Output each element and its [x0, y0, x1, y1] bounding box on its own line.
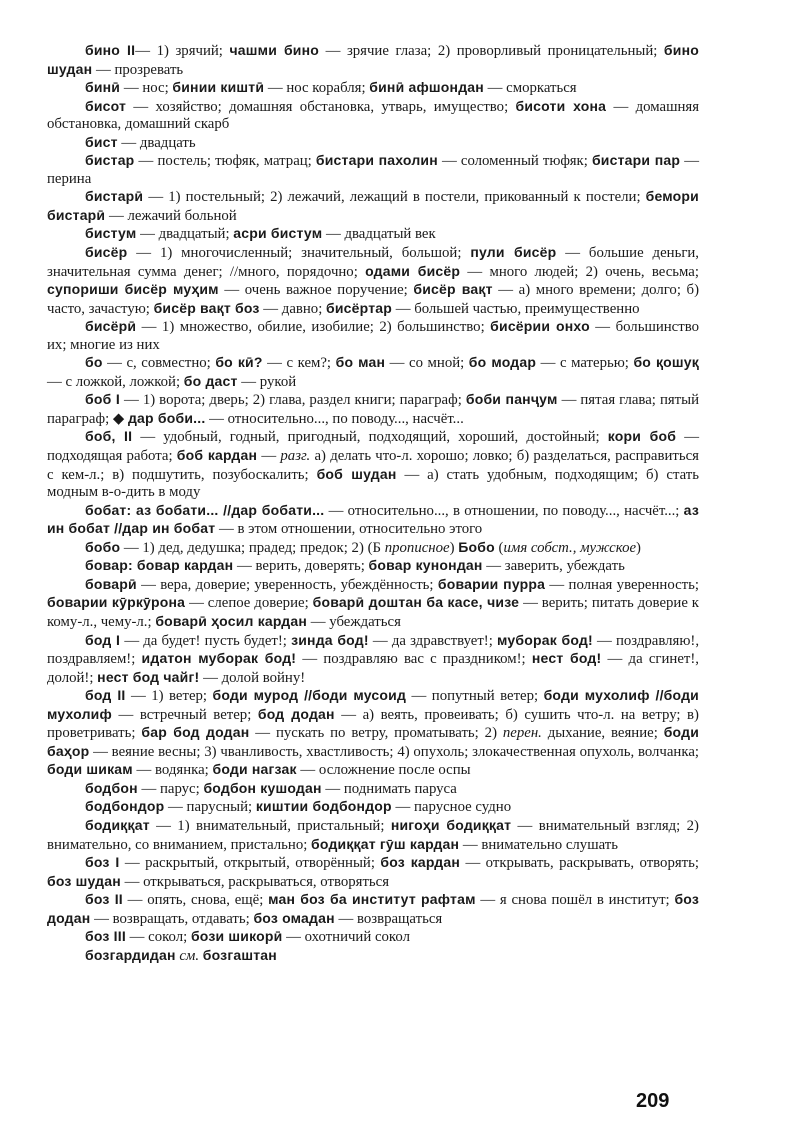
definition-text: — пускать по ветру, проматывать; 2) — [249, 725, 503, 742]
definition-text: — парусное судно — [391, 799, 512, 816]
headword: бовар кунондан — [368, 557, 483, 574]
headword: дар боби... — [127, 409, 206, 426]
definition-text: — в этом отношении, относительно этого — [215, 521, 483, 538]
headword: боди нагзак — [212, 761, 297, 778]
dictionary-entry — [47, 632, 699, 688]
definition-text: — 1) внимательный, пристальный; — [149, 817, 391, 834]
definition-text: — 1) зрячий; — [135, 43, 230, 59]
definition-text: — подходящая работа; — [47, 429, 699, 465]
dictionary-entry — [47, 798, 699, 817]
definition-text: — домашняя обстановка, домашний скарб — [47, 98, 700, 133]
headword: бодбон кушодан — [203, 779, 322, 796]
definition-text: — лежачий больной — [105, 207, 237, 224]
definition-text: — много людей; 2) очень, весьма; — [460, 263, 699, 280]
headword: бисёр — [85, 244, 128, 261]
dictionary-entry — [47, 354, 699, 391]
headword: боз додан — [47, 891, 700, 926]
dictionary-entry — [47, 780, 699, 799]
headword: кори боб — [607, 428, 677, 445]
headword: бисёр вақт — [413, 281, 493, 298]
headword: боз III — [85, 928, 126, 945]
dictionary-entry — [47, 891, 699, 928]
headword: боб шудан — [316, 465, 397, 482]
dictionary-entry — [47, 391, 699, 428]
headword: бодиққат — [85, 816, 150, 833]
headword: нигоҳи бодиққат — [390, 816, 512, 833]
headword: чашми бино — [229, 42, 320, 58]
definition-text: — большие деньги, значительная сумма денег; //много, порядочно; — [47, 245, 700, 280]
definition-text: — с кем?; — [262, 355, 336, 372]
headword: бинӣ афшондан — [369, 79, 484, 96]
definition-text: — хозяйство; домашняя обстановка, утварь, имущество; — [126, 98, 516, 115]
definition-text: — открываться, раскрываться, отворяться — [120, 873, 390, 890]
definition-text: — относительно..., по поводу..., насчёт... — [205, 410, 464, 427]
definition-text: — поздравляю!, поздравляем!; — [47, 632, 700, 668]
headword: бо даст — [183, 372, 238, 389]
definition-text: — веяние весны; 3) чванливость, хвастливость; 4) опухоль; злокачественная опухоль, волчанка; — [89, 743, 699, 760]
definition-text: — двадцатый век — [322, 226, 436, 243]
definition-text: — парус; — [137, 780, 204, 797]
headword: боб кардан — [176, 447, 258, 464]
dictionary-entry — [47, 79, 699, 98]
headword: боварӣ ҳосил кардан — [155, 612, 308, 629]
grammar-note: см. — [179, 947, 200, 964]
definition-text: — попутный ветер; — [406, 688, 544, 705]
definition-text: — верить, доверять; — [233, 558, 369, 575]
definition-text: — 1) множество, обилие, изобилие; 2) большинство; — [136, 319, 491, 336]
headword: бодбондор — [85, 798, 165, 815]
definition-text: — раскрытый, открытый, отворённый; — [119, 855, 381, 872]
headword: идатон муборак бод! — [141, 650, 297, 667]
definition-text: — осложнение после оспы — [296, 762, 471, 779]
headword: бистар — [85, 152, 135, 169]
definition-text: — перина — [47, 153, 699, 187]
headword: бисоти хона — [515, 97, 607, 114]
headword: аз ин бобат //дар ин бобат — [47, 501, 699, 537]
definition-text: — возвращать, отдавать; — [90, 910, 254, 927]
definition-text: — да будет! пусть будет!; — [120, 632, 292, 649]
definition-text: — 1) постельный; 2) лежачий, лежащий в постели, прикованный к постели; — [143, 189, 646, 206]
headword: бар бод додан — [141, 724, 250, 741]
definition-text: ( — [494, 539, 504, 556]
headword: боб I — [85, 391, 120, 408]
dictionary-entry — [47, 152, 699, 188]
definition-text: — опять, снова, ещё; — [122, 892, 269, 909]
grammar-note: перен. — [502, 725, 542, 742]
definition-text: — 1) ветер; — [125, 688, 213, 705]
headword: бобо — [85, 538, 121, 555]
headword: бодиққат гӯш кардан — [311, 835, 460, 852]
definition-text: — да сгинет!, долой!; — [47, 651, 699, 686]
headword: бисёрӣ — [85, 318, 137, 335]
headword: киштии бодбондор — [255, 798, 392, 815]
definition-text: — водянка; — [132, 762, 213, 779]
headword: бино шудан — [47, 42, 699, 77]
definition-text: — открывать, раскрывать, отворять; — [460, 855, 699, 872]
headword: бо ман — [335, 354, 386, 371]
dictionary-entry — [47, 502, 699, 539]
definition-text: — вера, доверие; уверенность, убеждённость; — [136, 576, 438, 593]
definition-text: — с ложкой, ложкой; — [47, 373, 184, 390]
headword: бо — [85, 354, 103, 371]
dictionary-entry — [47, 134, 699, 153]
headword: бино II — [85, 42, 136, 58]
headword: пули бисёр — [470, 244, 557, 261]
definition-text: — рукой — [237, 373, 297, 390]
definition-text: — возвращаться — [334, 910, 443, 927]
headword: боби панҷум — [465, 391, 558, 408]
headword: бод II — [85, 687, 126, 704]
headword: асри бистум — [233, 225, 323, 242]
headword: бо кӣ? — [215, 354, 263, 371]
headword: боз кардан — [380, 854, 461, 871]
definition-text: — большинство их; многие из них — [47, 319, 699, 353]
headword: боварӣ доштан ба касе, чизе — [312, 594, 520, 611]
definition-text: — убеждаться — [307, 613, 401, 630]
definition-text: — прозревать — [92, 61, 184, 78]
definition-text: — с, совместно; — [102, 355, 216, 372]
definition-text: — а) много времени; долго; б) часто, зачастую; — [47, 282, 700, 317]
headword: боди шикам — [47, 761, 133, 778]
headword: боди мурод //боди мусоид — [212, 687, 407, 704]
headword: бистари пар — [591, 152, 681, 169]
headword: нест бод чайг! — [97, 668, 200, 685]
grammar-note: имя собст., мужское — [503, 539, 637, 556]
definition-text: дыхание, веяние; — [541, 725, 664, 742]
definition-text: — слепое доверие; — [185, 595, 313, 612]
grammar-note: прописное — [384, 539, 450, 556]
headword: бисёртар — [326, 299, 392, 316]
definition-text: — с матерью; — [536, 355, 634, 372]
dictionary-entry — [47, 687, 699, 780]
dictionary-entries — [47, 42, 699, 965]
dictionary-entry — [47, 539, 699, 558]
headword: зинда бод! — [291, 631, 369, 648]
definition-text: — встречный ветер; — [111, 706, 258, 723]
headword: боди баҳор — [47, 724, 700, 759]
definition-text: — — [257, 448, 281, 465]
headword: бо қошуқ — [633, 354, 699, 371]
headword: бемори бистарӣ — [47, 188, 699, 223]
definition-text: — парусный; — [164, 799, 256, 816]
definition-text: — соломенный тюфяк; — [437, 153, 592, 170]
dictionary-entry — [47, 244, 699, 318]
dictionary-entry — [47, 188, 699, 225]
definition-text: — очень важное поручение; — [218, 282, 414, 299]
headword: боз I — [85, 854, 120, 871]
dictionary-entry — [47, 928, 699, 947]
definition-text: — 1) многочисленный; значительный, большой; — [127, 245, 471, 262]
headword: боварии пурра — [437, 575, 546, 592]
headword: бист — [85, 133, 118, 150]
definition-text: — нос корабля; — [264, 80, 370, 97]
headword: бисёрии онхо — [490, 318, 590, 335]
headword: бод додан — [257, 705, 335, 722]
definition-text: — поздравляю вас с праздником!; — [296, 651, 532, 668]
headword: боз II — [85, 891, 123, 908]
headword: боз шудан — [47, 872, 121, 889]
definition-text: — поднимать паруса — [321, 780, 457, 797]
headword: бодбон — [85, 779, 138, 796]
dictionary-entry — [47, 557, 699, 576]
headword: бози шикорӣ — [190, 928, 283, 945]
definition-text: — 1) ворота; дверь; 2) глава, раздел книги; параграф; — [119, 392, 466, 409]
headword: бозгаштан — [202, 946, 277, 963]
headword: бисот — [85, 97, 127, 114]
dictionary-entry — [47, 947, 699, 966]
definition-text: — давно; — [259, 300, 326, 317]
headword: бистари пахолин — [315, 152, 438, 169]
headword: боб, II — [85, 428, 133, 445]
headword: бинии киштӣ — [172, 79, 265, 96]
dictionary-entry — [47, 817, 699, 854]
dictionary-entry — [47, 576, 699, 632]
definition-text: — 1) дед, дедушка; прадед; предок; 2) (Б — [120, 539, 385, 556]
definition-text: — двадцать — [117, 134, 196, 151]
headword: боварӣ — [85, 575, 137, 592]
definition-text: — охотничий сокол — [282, 929, 410, 946]
headword: боварии кӯркӯрона — [47, 594, 186, 611]
headword: бод I — [85, 631, 121, 648]
dictionary-entry — [47, 98, 699, 134]
definition-text: — долой войну! — [199, 669, 306, 686]
headword: бистарӣ — [85, 188, 144, 205]
headword: боз омадан — [253, 909, 335, 926]
dictionary-entry — [47, 42, 699, 79]
definition-text: — пятая глава; пятый параграф; ◆ — [47, 392, 699, 427]
headword: бистум — [85, 225, 137, 242]
dictionary-entry — [47, 225, 699, 244]
definition-text: — сокол; — [125, 929, 191, 946]
definition-text: — я снова пошёл в институт; — [475, 892, 675, 909]
definition-text: — заверить, убеждать — [482, 558, 625, 575]
dictionary-entry — [47, 318, 699, 354]
headword: бо модар — [468, 354, 537, 371]
headword: бобат: аз бобати... //дар бобати... — [85, 501, 325, 518]
definition-text: — да здравствует!; — [368, 632, 498, 649]
definition-text: ) — [449, 539, 459, 556]
dictionary-entry — [47, 854, 699, 891]
headword: ман боз ба институт рафтам — [268, 891, 476, 908]
headword: боди мухолиф //боди мухолиф — [47, 687, 699, 722]
definition-text: — внимательный взгляд; 2) внимательно, со вниманием, пристально; — [47, 817, 699, 853]
definition-text: — относительно..., в отношении, по поводу..., насчёт...; — [324, 502, 684, 519]
definition-text: — нос; — [120, 80, 173, 97]
headword: супориши бисёр муҳим — [47, 281, 219, 298]
definition-text: — а) стать удобным, подходящим; б) стать модным в-о-дить в моду — [47, 466, 699, 501]
definition-text: — зрячие глаза; 2) проворливый проницательный; — [319, 43, 664, 59]
page-number: 209 — [636, 1090, 670, 1112]
headword: бисёр вақт боз — [153, 299, 260, 316]
headword: Бобо — [458, 538, 495, 555]
definition-text: а) делать что-л. хорошо; ловко; б) разделаться, расправиться с кем-л.; в) подшутить, позубоскалить; — [47, 448, 699, 483]
headword: бовар: бовар кардан — [85, 557, 234, 574]
definition-text: — полная уверенность; — [545, 576, 700, 593]
dictionary-entry — [47, 428, 699, 501]
headword: одами бисёр — [365, 262, 461, 279]
headword: нест бод! — [531, 650, 602, 667]
grammar-note: разг. — [280, 448, 311, 465]
definition-text: ) — [636, 539, 641, 556]
definition-text: — внимательно слушать — [459, 836, 618, 853]
definition-text: — верить; питать доверие к кому-л., чему-л.; — [47, 595, 699, 630]
headword: бозгардидан — [85, 946, 176, 963]
headword: муборак бод! — [497, 631, 593, 648]
definition-text: — большей частью, преимущественно — [392, 300, 640, 317]
definition-text: — двадцатый; — [136, 226, 234, 243]
definition-text: — а) веять, провеивать; б) сушить что-л. на ветру; в) проветривать; — [47, 706, 699, 742]
definition-text: — со мной; — [385, 355, 469, 372]
definition-text: — удобный, годный, пригодный, подходящий, хороший, достойный; — [132, 429, 608, 446]
headword: бинӣ — [85, 79, 121, 96]
definition-text: — сморкаться — [483, 80, 577, 97]
definition-text: — постель; тюфяк, матрац; — [134, 153, 316, 170]
